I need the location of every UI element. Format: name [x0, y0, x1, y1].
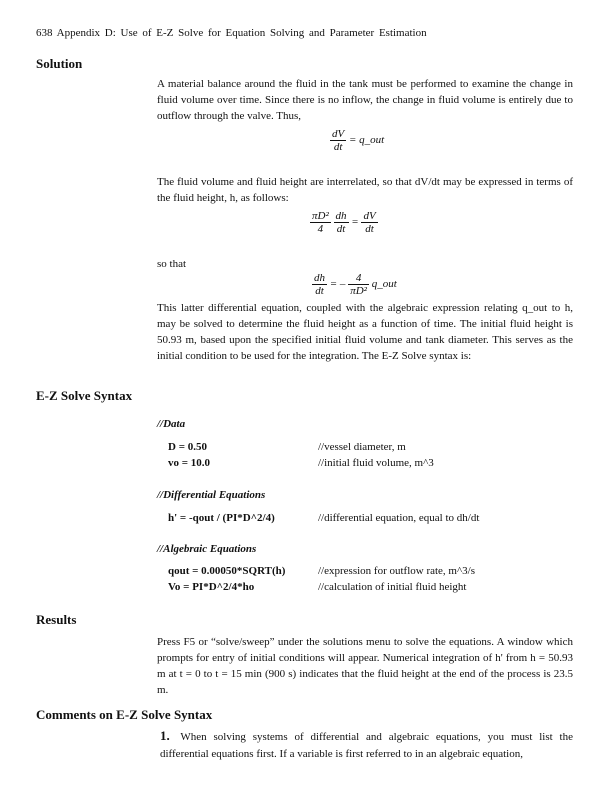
code-comment-algebraic: //Algebraic Equations [157, 543, 257, 555]
equation-2-a-numerator: πD² [312, 210, 329, 222]
equation-3-fraction-b [348, 272, 369, 297]
equation-1-rhs: = q_out [348, 134, 385, 147]
page-header: 638 Appendix D: Use of E-Z Solve for Equation Solving and Parameter Estimation [36, 27, 427, 39]
section-heading-comments: Comments on E-Z Solve Syntax [36, 707, 213, 722]
code-comment-vo: //initial fluid volume, m^3 [318, 457, 434, 469]
solution-paragraph-4: This latter differential equation, coupled with the algebraic expression relating q_out to h, may be solved to determine the fluid height as a function of time. The initial fluid height is 50.93 m, based upon the specified initial fluid volume and tank diameter. This serves as the initial condition to be used for the integration. The E-Z Solve syntax is: [157, 302, 573, 362]
section-heading-solution: Solution [36, 56, 83, 71]
equation-3-equals: = – [329, 278, 346, 291]
equation-1-fraction [330, 128, 346, 153]
solution-paragraph-3: so that [157, 258, 187, 270]
equation-2-a-denominator: 4 [317, 223, 324, 235]
section-heading-results: Results [36, 612, 77, 627]
equation-2-fraction-a [310, 210, 331, 235]
equation-3-rhs: q_out [371, 278, 397, 291]
equation-2-c-denominator: dt [365, 223, 374, 235]
code-line-vo-calc: Vo = PI*D^2/4*ho [168, 581, 255, 593]
equation-3-b-numerator: 4 [348, 272, 369, 285]
equation-2-b-numerator: dh [335, 210, 347, 222]
equation-1-denominator: dt [333, 141, 343, 153]
code-comment-data: //Data [157, 418, 186, 430]
code-comment-vo-calc: //calculation of initial fluid height [318, 581, 467, 593]
equation-2-fraction-b [334, 210, 349, 235]
solution-paragraph-2: The fluid volume and fluid height are interrelated, so that dV/dt may be expressed in terms of the fluid height, h, as follows: [157, 176, 573, 204]
equation-2-equals: = [351, 216, 359, 229]
solution-paragraph-1: A material balance around the fluid in the tank must be performed to examine the change in fluid volume over time. Since there is no inflow, the change in fluid volume is entirely due to outflow through the valve. Thus, [157, 78, 573, 122]
equation-2-b-denominator: dt [336, 223, 346, 235]
equation-3 [312, 272, 397, 297]
code-comment-hprime: //differential equation, equal to dh/dt [318, 512, 480, 524]
code-comment-differential: //Differential Equations [157, 489, 266, 501]
equation-1 [330, 128, 384, 153]
equation-2-c-numerator: dV [363, 210, 376, 222]
code-comment-d: //vessel diameter, m [318, 441, 406, 453]
code-line-d: D = 0.50 [168, 441, 207, 453]
code-line-hprime: h' = -qout / (PI*D^2/4) [168, 512, 275, 524]
list-item-number: 1. [160, 728, 170, 743]
equation-2 [310, 210, 378, 235]
list-item-text: When solving systems of differential and algebraic equations, you must list the differential equations first. If a variable is first referred to in an algebraic equation, [160, 731, 573, 760]
equation-3-fraction-a [312, 272, 327, 297]
code-line-vo: vo = 10.0 [168, 457, 211, 469]
equation-2-fraction-c [361, 210, 377, 235]
equation-1-numerator: dV [332, 128, 345, 140]
code-line-qout: qout = 0.00050*SQRT(h) [168, 565, 286, 577]
section-heading-syntax: E-Z Solve Syntax [36, 388, 133, 403]
equation-3-b-denominator: πD² [350, 285, 367, 297]
equation-3-a-denominator: dt [315, 285, 324, 297]
comments-list-item-1 [160, 727, 573, 763]
equation-3-a-numerator: dh [314, 272, 325, 284]
results-paragraph: Press F5 or “solve/sweep” under the solutions menu to solve the equations. A window which prompts for entry of initial conditions will appear. Numerical integration of h' from h = 50.93 m at t = 0 to t = 15 min (900 s) indicates that the fluid height at the end of the process is 23.5 m. [157, 636, 573, 696]
code-comment-qout: //expression for outflow rate, m^3/s [318, 565, 475, 577]
